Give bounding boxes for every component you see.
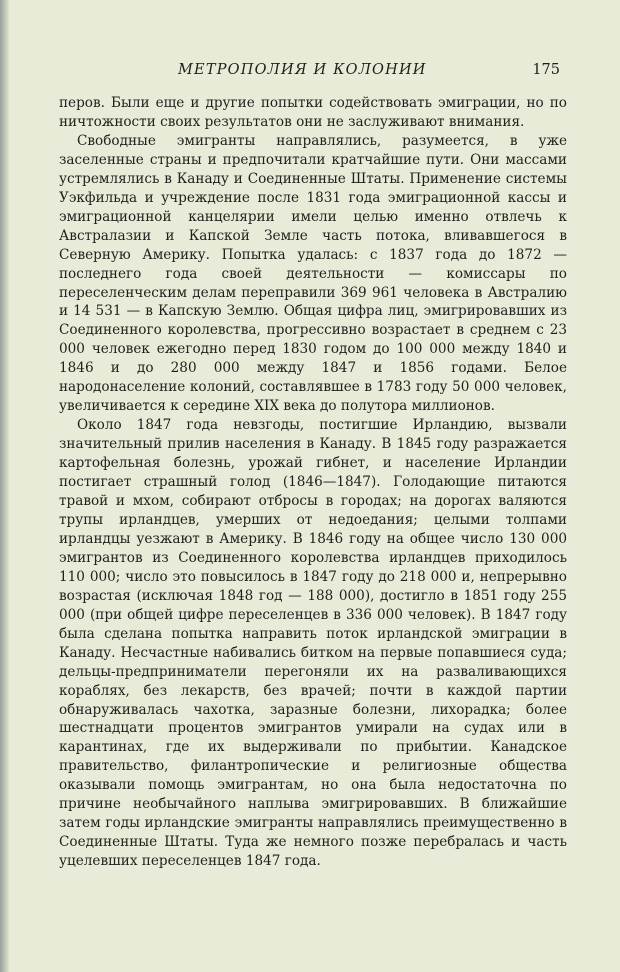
body-text — [59, 94, 567, 871]
running-head — [60, 62, 560, 82]
page-number: 175 — [532, 62, 560, 78]
book-spine-shadow — [0, 0, 9, 972]
paragraph: Около 1847 года невзгоды, постигшие Ирландию, вызвали значительный прилив населения в Канаду. В 1845 году разражается картофельная болезнь, урожай гибнет, и население Ирландии постигает страшный голод (1846—1847). Голодающие питаются травой и мхом, собирают отбросы в городах; на дорогах валяются трупы ирландцев, умерших от недоедания; целыми толпами ирландцы уезжают в Америку. В 1846 году на общее число 130 000 эмигрантов из Соединенного королевства ирландцев приходилось 110 000; число это повысилось в 1847 году до 218 000 и, непрерывно возрастая (исключая 1848 год — 188 000), достигло в 1851 году 255 000 (при общей цифре переселенцев в 336 000 человек). В 1847 году была сделана попытка направить поток ирландской эмиграции в Канаду. Несчастные набивались битком на первые попавшиеся суда; дельцы-предприниматели перегоняли их на разваливающихся кораблях, без лекарств, без врачей; почти в каждой партии обнаруживалась чахотка, заразные болезни, лихорадка; более шестнадцати процентов эмигрантов умирали на судах или в карантинах, где их выдерживали по прибытии. Канадское правительство, филантропические и религиозные общества оказывали помощь эмигрантам, но она была недостаточна по причине необычайного наплыва эмигрировавших. В ближайшие затем годы ирландские эмигранты направлялись преимущественно в Соединенные Штаты. Туда же немного позже перебралась и часть уцелевших переселенцев 1847 года. — [59, 417, 567, 870]
running-title: МЕТРОПОЛИЯ И КОЛОНИИ — [178, 62, 427, 78]
paragraph: Свободные эмигранты направлялись, разумеется, в уже заселенные страны и предпочитали кратчайшие пути. Они массами устремлялись в Канаду и Соединенные Штаты. Применение системы Уэкфильда и учреждение после 1831 года эмиграционной кассы и эмиграционной канцелярии имели целью именно отвлечь к Австралазии и Капской Земле часть потока, вливавшегося в Северную Америку. Попытка удалась: с 1837 года до 1872 — последнего года своей деятельности — комиссары по переселенческим делам переправили 369 961 человека в Австралию и 14 531 — в Капскую Землю. Общая цифра лиц, эмигрировавших из Соединенного королевства, прогрессивно возрастает в среднем с 23 000 человек ежегодно перед 1830 годом до 100 000 между 1840 и 1846 и до 280 000 между 1847 и 1856 годами. Белое народонаселение колоний, составлявшее в 1783 году 50 000 человек, увеличивается к середине XIX века до полутора миллионов. — [59, 132, 567, 415]
paragraph: перов. Были еще и другие попытки содействовать эмиграции, но по ничтожности своих результатов они не заслуживают внимания. — [59, 95, 567, 130]
